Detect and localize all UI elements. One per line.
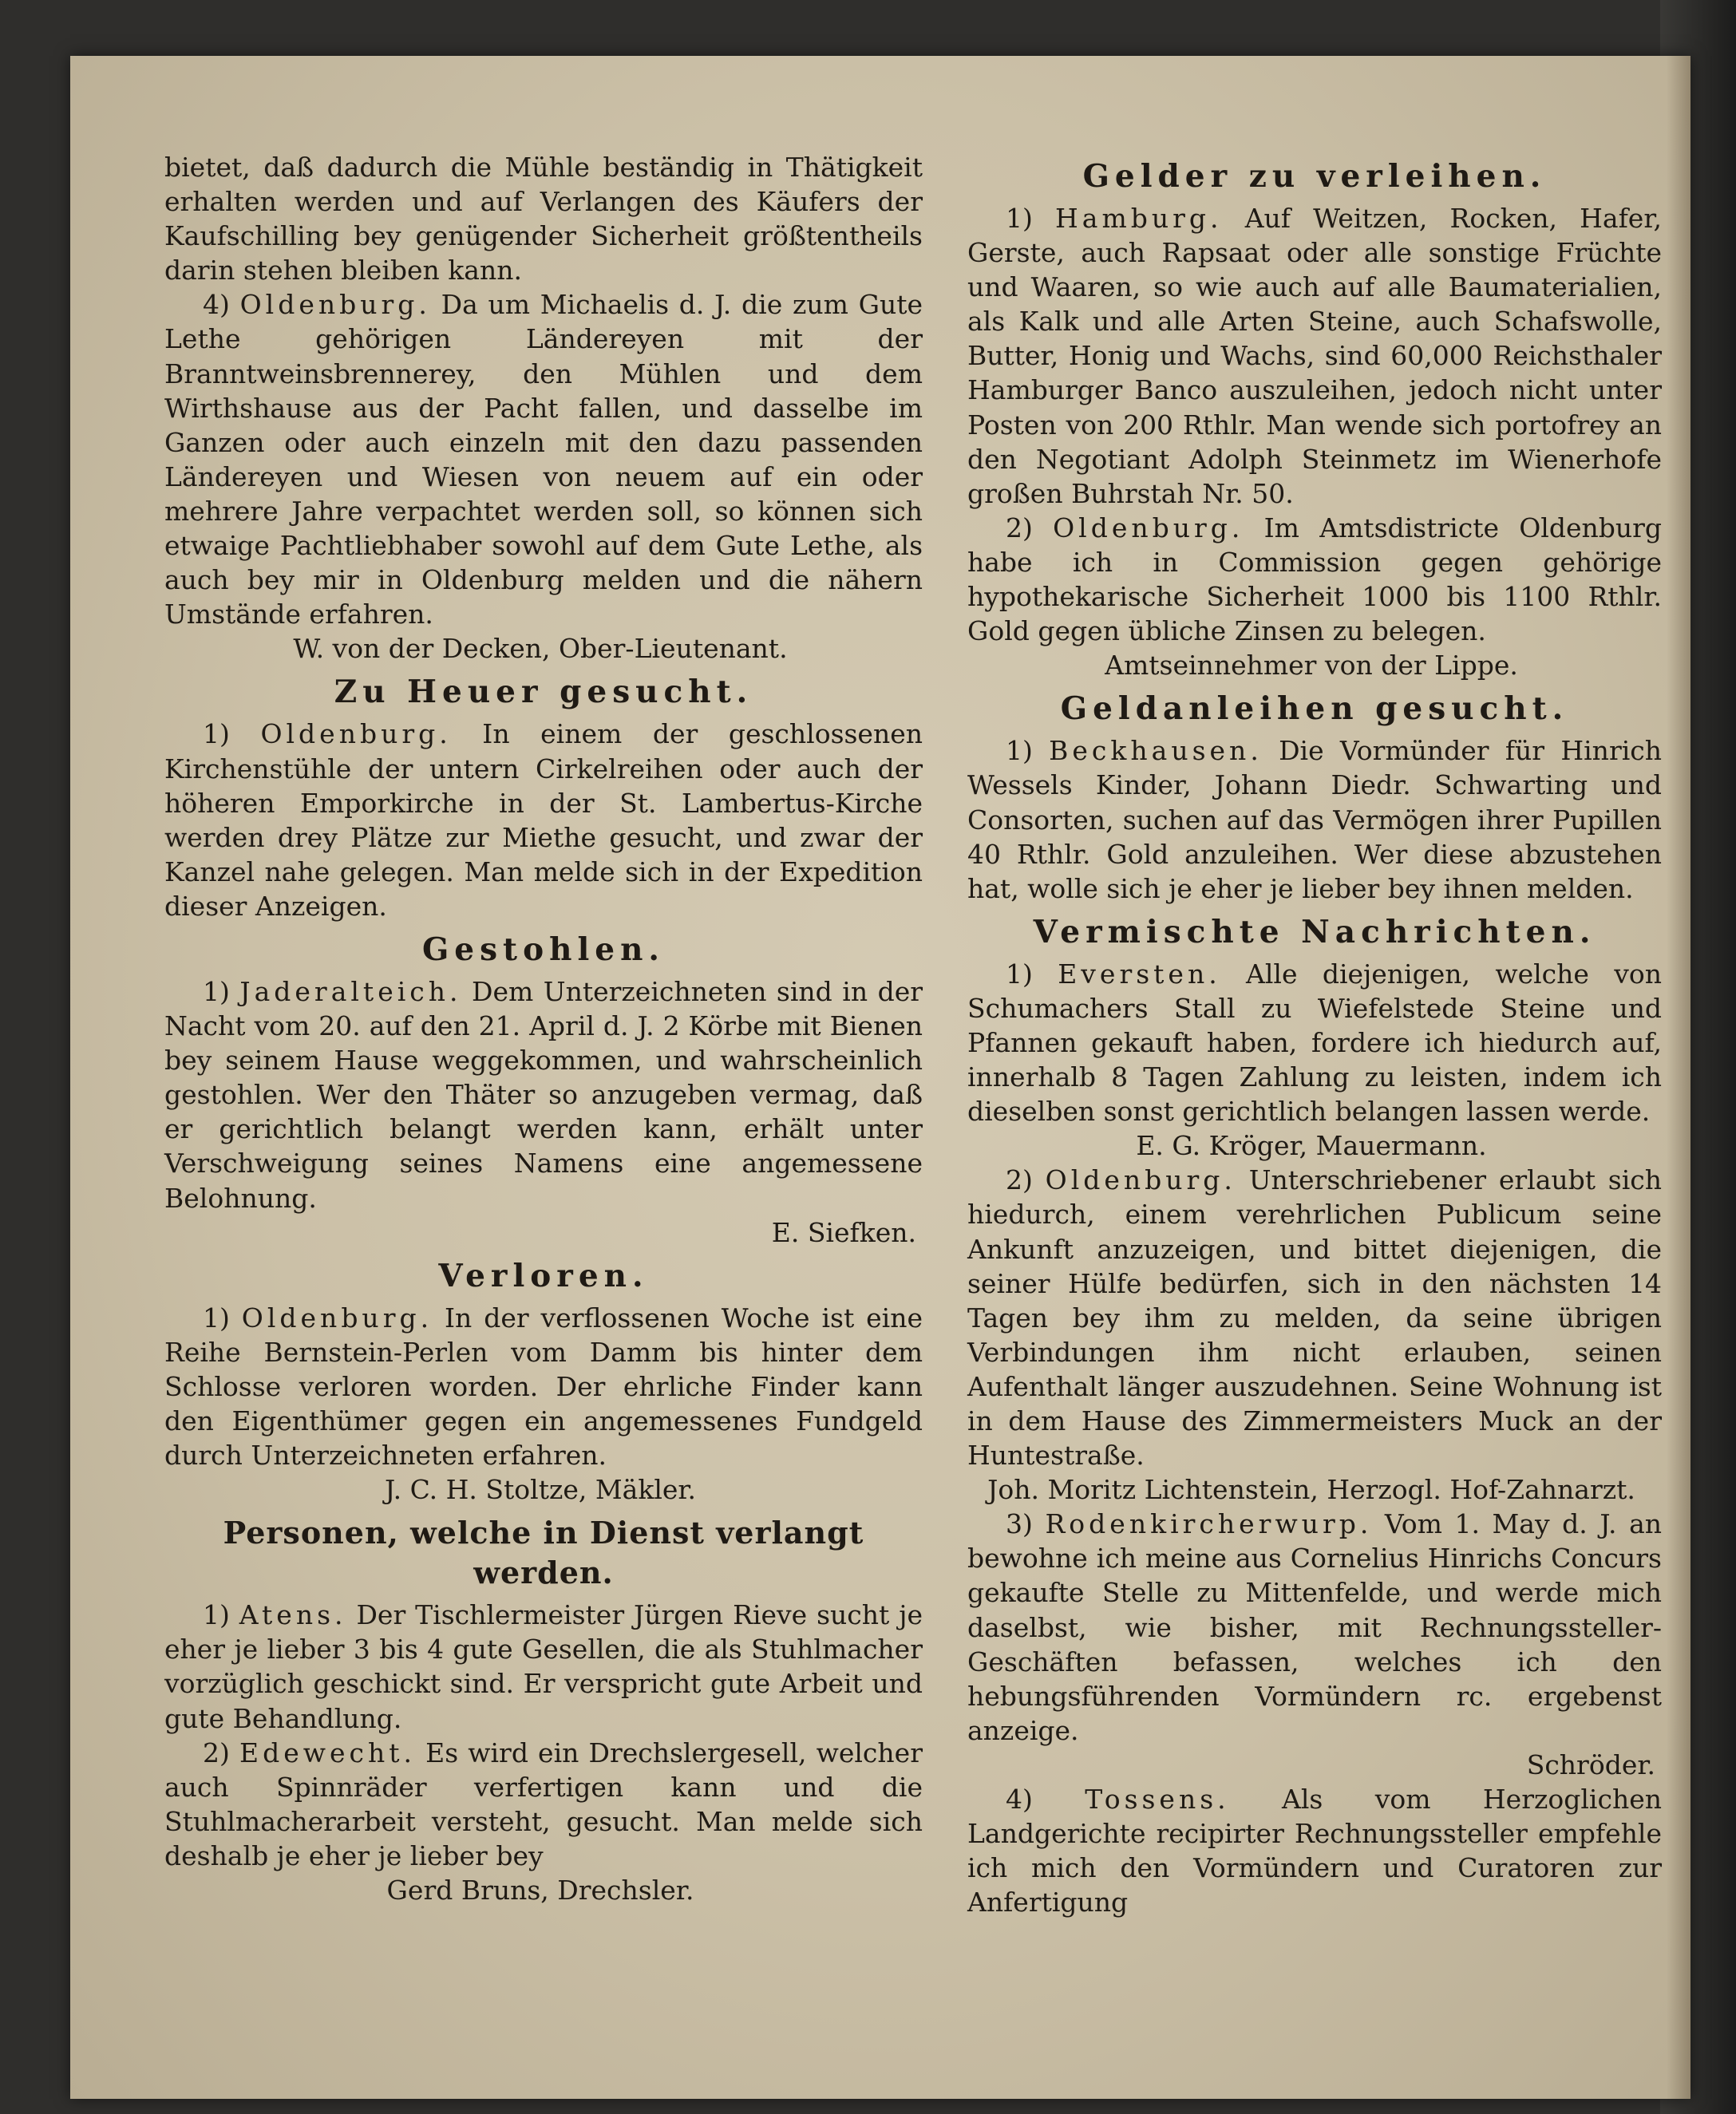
place-name: Eversten. bbox=[1058, 958, 1221, 990]
item-number: 1) bbox=[203, 718, 230, 750]
notice-text: Die Vormünder für Hinrich Wessels Kinder, Johann Diedr. Schwarting und Consorten, suchen auf das Vermögen ihrer Pupillen 40 Rthlr. Gold anzuleihen. Wer diese abzustehen hat, wolle sich je eher je lieber bey ihnen melden. bbox=[967, 735, 1663, 904]
notice-verleihen-1 bbox=[967, 201, 1662, 511]
section-heading-heuer: Zu Heuer gesucht. bbox=[334, 674, 753, 711]
signature: Joh. Moritz Lichtenstein, Herzogl. Hof-Zahnarzt. bbox=[987, 1474, 1635, 1506]
item-number: 2) bbox=[203, 1737, 230, 1768]
notice-gestohlen-1 bbox=[164, 974, 923, 1215]
notice-text: Unterschriebener erlaubt sich hiedurch, einem verehrlichen Publicum seine Ankunft anzuzeigen, und bittet diejenigen, die seiner Hülfe bedürfen, sich in den nächsten 14 Tagen bey ihm zu melden, da seine übrigen Verbindungen ihm nicht erlauben, seinen Aufenthalt länger auszudehnen. Seine Wohnung ist in dem Hause des Zimmermeisters Muck an der Huntestraße. bbox=[967, 1164, 1662, 1472]
item-number: 1) bbox=[203, 1599, 230, 1631]
signature: Gerd Bruns, Drechsler. bbox=[386, 1875, 694, 1907]
notice-text: In einem der geschlossenen Kirchenstühle der untern Cirkelreihen oder auch der höheren Emporkirche in der St. Lambertus-Kirche werden drey Plätze zur Miethe gesucht, und zwar der Kanzel nahe gelegen. Man melde sich in der Expedition dieser Anzeigen. bbox=[164, 718, 923, 922]
item-number: 3) bbox=[1006, 1508, 1033, 1540]
signature: Amtseinnehmer von der Lippe. bbox=[1105, 650, 1518, 682]
notice-text: In der verflossenen Woche ist eine Reihe Bernstein-Perlen vom Damm bis hinter dem Schlosse verloren worden. Der ehrliche Finder kann den Eigenthümer gegen ein angemessenes Fundgeld durch Unterzeichneten erfahren. bbox=[164, 1302, 923, 1472]
place-name: Tossens. bbox=[1085, 1784, 1230, 1816]
notice-vermischte-3 bbox=[967, 1507, 1662, 1748]
item-number: 4) bbox=[1006, 1784, 1033, 1816]
place-name: Atens. bbox=[239, 1599, 347, 1631]
place-name: Oldenburg. bbox=[1045, 1164, 1236, 1196]
place-name: Oldenburg. bbox=[241, 1302, 433, 1334]
signature: E. G. Kröger, Mauermann. bbox=[1136, 1130, 1487, 1162]
signature: J. C. H. Stoltze, Mäkler. bbox=[384, 1474, 697, 1506]
section-heading-gestohlen: Gestohlen. bbox=[421, 931, 666, 968]
notice-text: Dem Unterzeichneten sind in der Nacht vom 20. auf den 21. April d. J. 2 Körbe mit Bienen bey seinem Hause weggekommen, und wahrscheinlich gestohlen. Wer den Thäter so anzugeben vermag, daß er gerichtlich belangt werden kann, erhält unter Verschweigung seines Namens eine angemessene Belohnung. bbox=[164, 975, 923, 1214]
notice-vermischte-2 bbox=[967, 1163, 1662, 1472]
item-number: 1) bbox=[203, 975, 230, 1007]
notice-verleihen-2 bbox=[967, 511, 1662, 648]
section-heading-geldanleihen: Geldanleihen gesucht. bbox=[1060, 690, 1569, 728]
item-number: 1) bbox=[1006, 958, 1033, 990]
notice-dienst-2 bbox=[164, 1736, 923, 1873]
notice-vermischte-1 bbox=[967, 957, 1662, 1128]
newspaper-page bbox=[70, 56, 1691, 2099]
notice-verloren-1 bbox=[164, 1301, 923, 1472]
item-number: 1) bbox=[1006, 735, 1033, 767]
notice-text: Im Amtsdistricte Oldenburg habe ich in Commission gegen gehörige hypothekarische Sicherheit 1000 bis 1100 Rthlr. Gold gegen übliche Zinsen zu belegen. bbox=[967, 512, 1662, 647]
signature: W. von der Decken, Ober-Lieutenant. bbox=[293, 633, 788, 665]
notice-text: Es wird ein Drechslergesell, welcher auch Spinnräder verfertigen kann und die Stuhlmacherarbeit versteht, gesucht. Man melde sich deshalb je eher je lieber bey bbox=[164, 1737, 923, 1871]
section-heading-vermischte: Vermischte Nachrichten. bbox=[1033, 913, 1596, 950]
right-column bbox=[967, 150, 1662, 1919]
item-number: 1) bbox=[203, 1302, 230, 1334]
notice-dienst-1 bbox=[164, 1598, 923, 1735]
notice-text: Da um Michaelis d. J. die zum Gute Lethe gehörigen Ländereyen mit der Branntweinsbrennerey, den Mühlen und dem Wirthshause aus der Pacht fallen, und dasselbe im Ganzen oder auch einzeln mit den dazu passenden Ländereyen und Wiesen von neuem auf ein oder mehrere Jahre verpachtet werden soll, so können sich etwaige Pachtliebhaber sowohl auf dem Gute Lethe, als auch bey mir in Oldenburg melden und die nähern Umstände erfahren. bbox=[164, 289, 923, 630]
left-column bbox=[164, 150, 923, 1907]
signature: E. Siefken. bbox=[771, 1216, 916, 1248]
section-heading-dienst: Personen, welche in Dienst verlangt werden. bbox=[223, 1515, 864, 1591]
signature: Schröder. bbox=[1526, 1748, 1655, 1780]
page-fold-shadow bbox=[1667, 56, 1691, 2099]
item-number: 1) bbox=[1006, 203, 1033, 234]
notice-anleihen-1 bbox=[967, 733, 1662, 905]
place-name: Oldenburg. bbox=[260, 718, 452, 750]
place-name: Beckhausen. bbox=[1049, 735, 1263, 767]
place-name: Jaderalteich. bbox=[239, 975, 462, 1007]
notice-heuer-1 bbox=[164, 717, 923, 923]
notice-oldenburg-lease bbox=[164, 287, 923, 631]
item-number: 2) bbox=[1006, 1164, 1033, 1196]
item-number: 4) bbox=[203, 289, 230, 321]
notice-text: Der Tischlermeister Jürgen Rieve sucht je eher je lieber 3 bis 4 gute Gesellen, die als Stuhlmacher vorzüglich geschickt sind. Er verspricht gute Arbeit und gute Behandlung. bbox=[164, 1599, 923, 1734]
section-heading-gelder-verleihen: Gelder zu verleihen. bbox=[1082, 158, 1547, 195]
place-name: Oldenburg. bbox=[239, 289, 431, 321]
notice-text: Auf Weitzen, Rocken, Hafer, Gerste, auch Rapsaat oder alle sonstige Früchte und Waaren, so wie auch auf alle Baumaterialien, als Kalk und alle Arten Steine, auch Schafswolle, Butter, Honig und Wachs, sind 60,000 Reichsthaler Hamburger Banco auszuleihen, jedoch nicht unter Posten von 200 Rthlr. Man wende sich portofrey an den Negotiant Adolph Steinmetz im Wienerhofe großen Buhrstah Nr. 50. bbox=[967, 203, 1662, 509]
place-name: Oldenburg. bbox=[1053, 512, 1244, 543]
place-name: Edewecht. bbox=[239, 1737, 416, 1768]
notice-text: Als vom Herzoglichen Landgerichte recipirter Rechnungssteller empfehle ich mich den Vormündern und Curatoren zur Anfertigung bbox=[967, 1784, 1662, 1918]
place-name: Hamburg. bbox=[1055, 203, 1223, 234]
notice-vermischte-4 bbox=[967, 1782, 1662, 1919]
section-heading-verloren: Verloren. bbox=[438, 1257, 649, 1294]
intro-paragraph: bietet, daß dadurch die Mühle beständig in Thätigkeit erhalten werden und auf Verlangen des Käufers der Kaufschilling bey genügender Sicherheit größtentheils darin stehen bleiben kann. bbox=[164, 152, 923, 286]
notice-text: Alle diejenigen, welche von Schumachers Stall zu Wiefelstede Steine und Pfannen gekauft haben, fordere ich hiedurch auf, innerhalb 8 Tagen Zahlung zu leisten, indem ich dieselben sonst gerichtlich belangen lassen werde. bbox=[967, 958, 1662, 1128]
place-name: Rodenkircherwurp. bbox=[1045, 1508, 1373, 1540]
notice-text: Vom 1. May d. J. an bewohne ich meine aus Cornelius Hinrichs Concurs gekaufte Stelle zu Mittenfelde, und werde mich daselbst, wie bisher, mit Rechnungssteller-Geschäften befassen, welches ich den hebungsführenden Vormündern rc. ergebenst anzeige. bbox=[967, 1508, 1663, 1746]
item-number: 2) bbox=[1006, 512, 1033, 543]
